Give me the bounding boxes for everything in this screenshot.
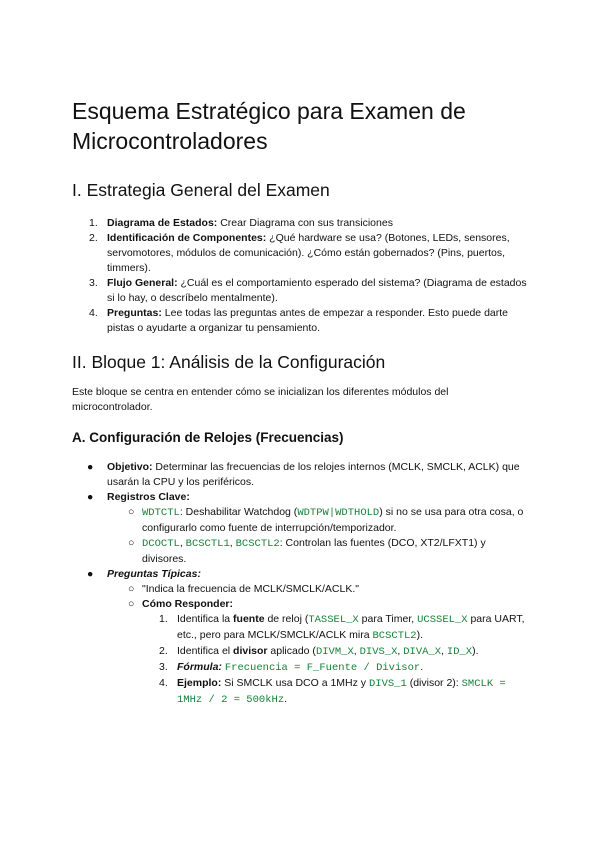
code-register: DIVS_X: [359, 646, 398, 658]
item-text: ¿Qué hardware se usa? (Botones, LEDs, sensores, servomotores, módulos de comunicación). ¿Cómo están gobernados? (Pins, puertos, timmers).: [107, 232, 510, 274]
code-formula: Frecuencia = F_Fuente / Divisor: [224, 662, 421, 674]
clock-config-list: [72, 460, 532, 708]
list-item: [72, 231, 532, 276]
code-register: DCOCTL: [142, 538, 180, 550]
list-item-objetivo: [72, 460, 532, 490]
item-text: Lee todas las preguntas antes de empezar a responder. Esto puede darte pistas o ayudarte a organizar tu pensamiento.: [107, 307, 508, 334]
step-item: [142, 660, 532, 676]
section-intro: Este bloque se centra en entender cómo se inicializan los diferentes módulos del microcontrolador.: [72, 386, 449, 413]
code-register: UCSSEL_X: [417, 614, 468, 626]
list-number: 3.: [159, 661, 168, 673]
list-number: 4.: [89, 307, 98, 319]
step-text: (divisor 2):: [406, 677, 462, 689]
item-label: Preguntas Típicas:: [107, 568, 201, 580]
step-text: de reloj (: [264, 613, 309, 625]
list-number: 1.: [159, 613, 168, 625]
bullet-icon: ●: [87, 568, 94, 580]
code-register: BCSCTL1: [185, 538, 230, 550]
circle-bullet-icon: ○: [128, 537, 135, 549]
list-item-preguntas: [72, 567, 532, 708]
item-text: Crear Diagrama con sus transiciones: [217, 217, 393, 229]
list-item: [72, 306, 532, 336]
step-text: ).: [472, 645, 479, 657]
list-number: 2.: [159, 645, 168, 657]
code-register: BCSCTL2: [372, 630, 417, 642]
code-register: ID_X: [446, 646, 473, 658]
section-heading-block1: II. Bloque 1: Análisis de la Configuración: [72, 352, 386, 372]
subsection-heading-clocks: A. Configuración de Relojes (Frecuencias): [72, 430, 344, 445]
list-item-responder: [107, 597, 532, 708]
separator: ,: [229, 537, 236, 549]
code-register: DIVM_X: [315, 646, 354, 658]
step-emphasis: divisor: [233, 645, 268, 657]
separator: ,: [441, 645, 447, 657]
step-text: para UART, etc., pero para MCLK/SMCLK/ACLK mira: [177, 613, 525, 641]
list-item-wdtctl: [107, 505, 532, 536]
item-text: Determinar las frecuencias de los relojes internos (MCLK, SMCLK, ACLK) que usarán la CPU y los periféricos.: [107, 461, 520, 488]
item-label: Objetivo:: [107, 461, 153, 473]
list-number: 2.: [89, 232, 98, 244]
bullet-icon: ●: [87, 461, 94, 473]
bullet-icon: ●: [87, 491, 94, 503]
step-text: Identifica el: [177, 645, 234, 657]
step-text: .: [284, 693, 288, 705]
code-register: DIVA_X: [403, 646, 442, 658]
separator: ,: [397, 645, 404, 657]
list-number: 4.: [159, 677, 168, 689]
section-heading-strategy: I. Estrategia General del Examen: [72, 180, 330, 200]
circle-bullet-icon: ○: [128, 506, 135, 518]
circle-bullet-icon: ○: [128, 583, 135, 595]
question-quote: "Indica la frecuencia de MCLK/SMCLK/ACLK.": [142, 583, 359, 595]
step-emphasis: fuente: [233, 613, 265, 625]
step-item: [142, 676, 532, 708]
code-register: DIVS_1: [368, 678, 407, 690]
code-register: TASSEL_X: [308, 614, 359, 626]
code-register: BCSCTL2: [235, 538, 280, 550]
item-label: Flujo General:: [107, 277, 178, 289]
step-text: para Timer,: [358, 613, 418, 625]
step-item: [142, 612, 532, 644]
step-text: aplicado (: [267, 645, 316, 657]
step-text: Si SMCLK usa DCO a 1MHz y: [221, 677, 369, 689]
item-label: Registros Clave:: [107, 491, 190, 503]
step-text: ).: [416, 629, 424, 641]
item-text: : Deshabilitar Watchdog (: [179, 506, 298, 518]
list-number: 1.: [89, 217, 98, 229]
preguntas-sublist: [107, 582, 532, 708]
step-item: [142, 644, 532, 660]
item-text: ) si no se usa para otra cosa, o configurarlo como fuente de interrupción/temporizador.: [142, 506, 524, 534]
list-item-quote: [107, 582, 532, 597]
item-text: : Controlan las fuentes (DCO, XT2/LFXT1) y divisores.: [142, 537, 486, 565]
registros-sublist: [107, 505, 532, 567]
code-example: SMCLK = 1MHz / 2 = 500kHz: [177, 678, 506, 706]
step-text: Identifica la: [177, 613, 234, 625]
list-item: [72, 276, 532, 306]
step-label: Ejemplo:: [177, 677, 222, 689]
list-item: [72, 216, 532, 231]
code-register: WDTCTL: [142, 507, 180, 519]
item-label: Diagrama de Estados:: [107, 217, 218, 229]
separator: ,: [179, 537, 186, 549]
item-label: Identificación de Componentes:: [107, 232, 267, 244]
item-label: Cómo Responder:: [142, 598, 234, 610]
step-text: .: [420, 661, 424, 673]
circle-bullet-icon: ○: [128, 598, 135, 610]
steps-list: [142, 612, 532, 708]
item-label: Preguntas:: [107, 307, 162, 319]
list-number: 3.: [89, 277, 98, 289]
list-item-registros: [72, 490, 532, 567]
step-label: Fórmula:: [177, 661, 222, 673]
item-text: ¿Cuál es el comportamiento esperado del sistema? (Diagrama de estados si lo hay, o descríbelo mentalmente).: [107, 277, 527, 304]
separator: ,: [353, 645, 360, 657]
page-title: Esquema Estratégico para Examen de Microcontroladores: [72, 98, 466, 154]
list-item-bcsctl: [107, 536, 532, 567]
code-register: WDTPW|WDTHOLD: [297, 507, 380, 519]
strategy-list: [72, 216, 532, 336]
